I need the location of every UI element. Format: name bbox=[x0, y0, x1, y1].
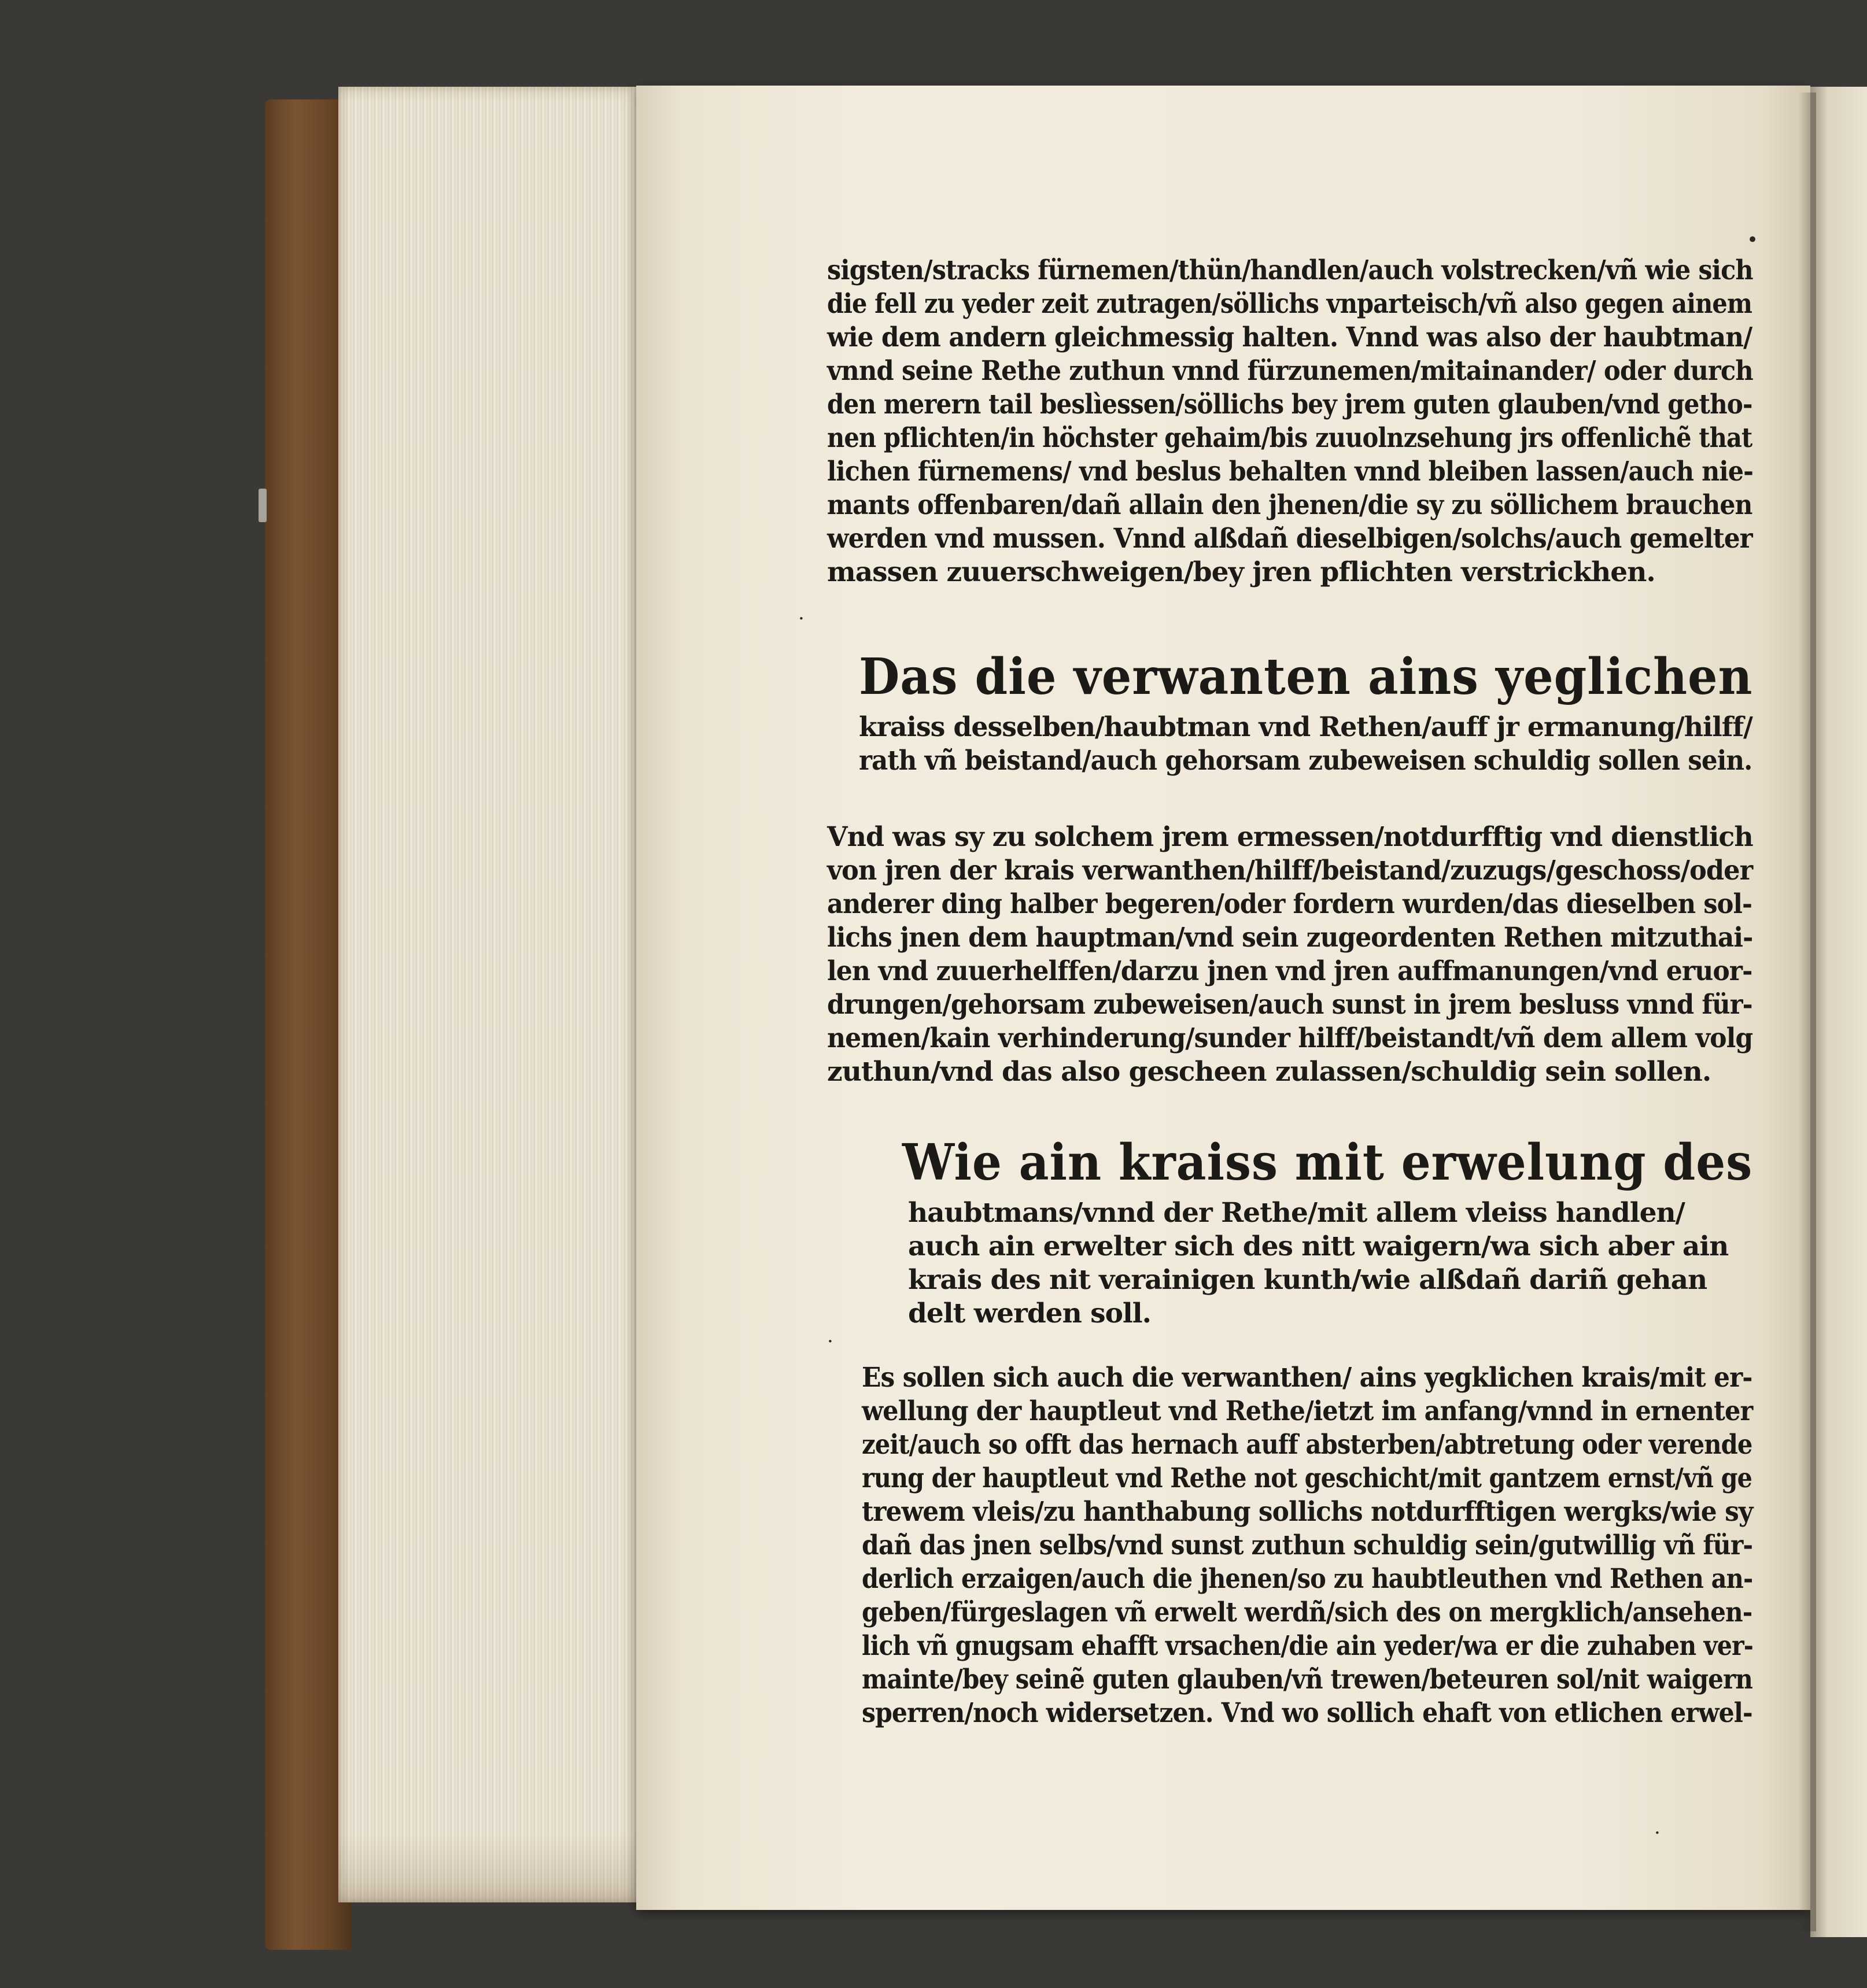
text-line: len vnd zuuerhelffen/darzu jnen vnd jren auffmanungen/vnd eruor- bbox=[827, 955, 1752, 987]
text-line: lich vñ gnugsam ehafft vrsachen/die ain yeder/wa er die zuhaben ver- bbox=[862, 1630, 1753, 1662]
ink-dot: · bbox=[1654, 1821, 1661, 1845]
clasp bbox=[259, 489, 267, 522]
text-line: drungen/gehorsam zubeweisen/auch sunst in jrem besluss vnnd für- bbox=[827, 989, 1752, 1021]
text-line: sigsten/stracks fürnemen/thün/handlen/auch volstrecken/vñ wie sich bbox=[827, 254, 1753, 286]
section-heading: Das die verwanten ains yeglichen bbox=[859, 648, 1753, 706]
ink-dot: • bbox=[1747, 228, 1759, 252]
text-line: den merern tail beslìessen/söllichs bey jrem guten glauben/vnd getho- bbox=[827, 389, 1752, 420]
text-line: lichen fürnemens/ vnd beslus behalten vnnd bleiben lassen/auch nie- bbox=[827, 456, 1753, 487]
text-line: trewem vleis/zu hanthabung sollichs notdurfftigen wergks/wie sy bbox=[862, 1496, 1753, 1528]
text-line: geben/fürgeslagen vñ erwelt werdñ/sich des on mergklich/ansehen- bbox=[862, 1597, 1752, 1628]
section-heading: Wie ain kraiss mit erwelung des bbox=[902, 1133, 1753, 1192]
gutter-shadow bbox=[1799, 93, 1816, 1931]
text-line: zuthun/vnd das also gescheen zulassen/schuldig sein sollen. bbox=[827, 1056, 1711, 1088]
heading-subline: rath vñ beistand/auch gehorsam zubeweisen schuldig sollen sein. bbox=[859, 745, 1752, 777]
text-line: derlich erzaigen/auch die jhenen/so zu haubtleuthen vnd Rethen an- bbox=[862, 1563, 1753, 1595]
page-stack-edge bbox=[338, 87, 651, 1902]
ink-dot: · bbox=[827, 1330, 833, 1353]
text-line: Es sollen sich auch die verwanthen/ ains yegklichen krais/mit er- bbox=[862, 1362, 1752, 1394]
text-line: wellung der hauptleut vnd Rethe/ietzt im anfang/vnnd in ernenter bbox=[862, 1395, 1753, 1427]
text-line: sperren/noch widersetzen. Vnd wo sollich ehaft von etlichen erwel- bbox=[862, 1697, 1752, 1729]
text-line: Vnd was sy zu solchem jrem ermessen/notdurfftig vnd dienstlich bbox=[827, 821, 1753, 853]
text-line: die fell zu yeder zeit zutragen/söllichs vnparteisch/vñ also gegen ainem bbox=[827, 288, 1752, 320]
heading-subline: kraiss desselben/haubtman vnd Rethen/auff jr ermanung/hilff/ bbox=[859, 711, 1752, 743]
heading-subline: krais des nit verainigen kunth/wie alßdañ dariñ gehan bbox=[908, 1264, 1707, 1296]
text-line: rung der hauptleut vnd Rethe not geschicht/mit gantzem ernst/vñ ge bbox=[862, 1462, 1752, 1494]
text-line: mants offenbaren/dañ allain den jhenen/die sy zu söllichem brauchen bbox=[827, 489, 1752, 521]
facing-page-edge bbox=[1810, 87, 1867, 1937]
text-line: werden vnd mussen. Vnnd alßdañ dieselbigen/solchs/auch gemelter bbox=[827, 523, 1752, 555]
text-line: von jren der krais verwanthen/hilff/beistand/zuzugs/geschoss/oder bbox=[827, 855, 1753, 886]
heading-subline: haubtmans/vnnd der Rethe/mit allem vleiss handlen/ bbox=[908, 1197, 1685, 1229]
text-line: mainte/bey seinẽ guten glauben/vñ trewen/beteuren sol/nit waigern bbox=[862, 1664, 1753, 1695]
text-line: massen zuuerschweigen/bey jren pflichten verstrickhen. bbox=[827, 556, 1655, 588]
text-line: dañ das jnen selbs/vnd sunst zuthun schuldig sein/gutwillig vñ für- bbox=[862, 1529, 1753, 1561]
text-line: vnnd seine Rethe zuthun vnnd fürzunemen/mitainander/ oder durch bbox=[827, 355, 1753, 387]
text-line: lichs jnen dem hauptman/vnd sein zugeordenten Rethen mitzuthai- bbox=[827, 922, 1753, 954]
ink-dot: · bbox=[798, 607, 805, 630]
heading-subline: auch ain erwelter sich des nitt waigern/wa sich aber ain bbox=[908, 1231, 1729, 1262]
text-line: zeit/auch so offt das hernach auff absterben/abtretung oder verende bbox=[862, 1429, 1752, 1461]
heading-subline: delt werden soll. bbox=[908, 1298, 1151, 1329]
text-line: wie dem andern gleichmessig halten. Vnnd was also der haubtman/ bbox=[827, 322, 1752, 353]
page-text bbox=[827, 243, 1752, 1764]
text-line: anderer ding halber begeren/oder fordern wurden/das dieselben sol- bbox=[827, 888, 1752, 920]
text-line: nen pflichten/in höchster gehaim/bis zuuolnzsehung jrs offenlichẽ that bbox=[827, 422, 1752, 454]
text-line: nemen/kain verhinderung/sunder hilff/beistandt/vñ dem allem volg bbox=[827, 1022, 1753, 1054]
